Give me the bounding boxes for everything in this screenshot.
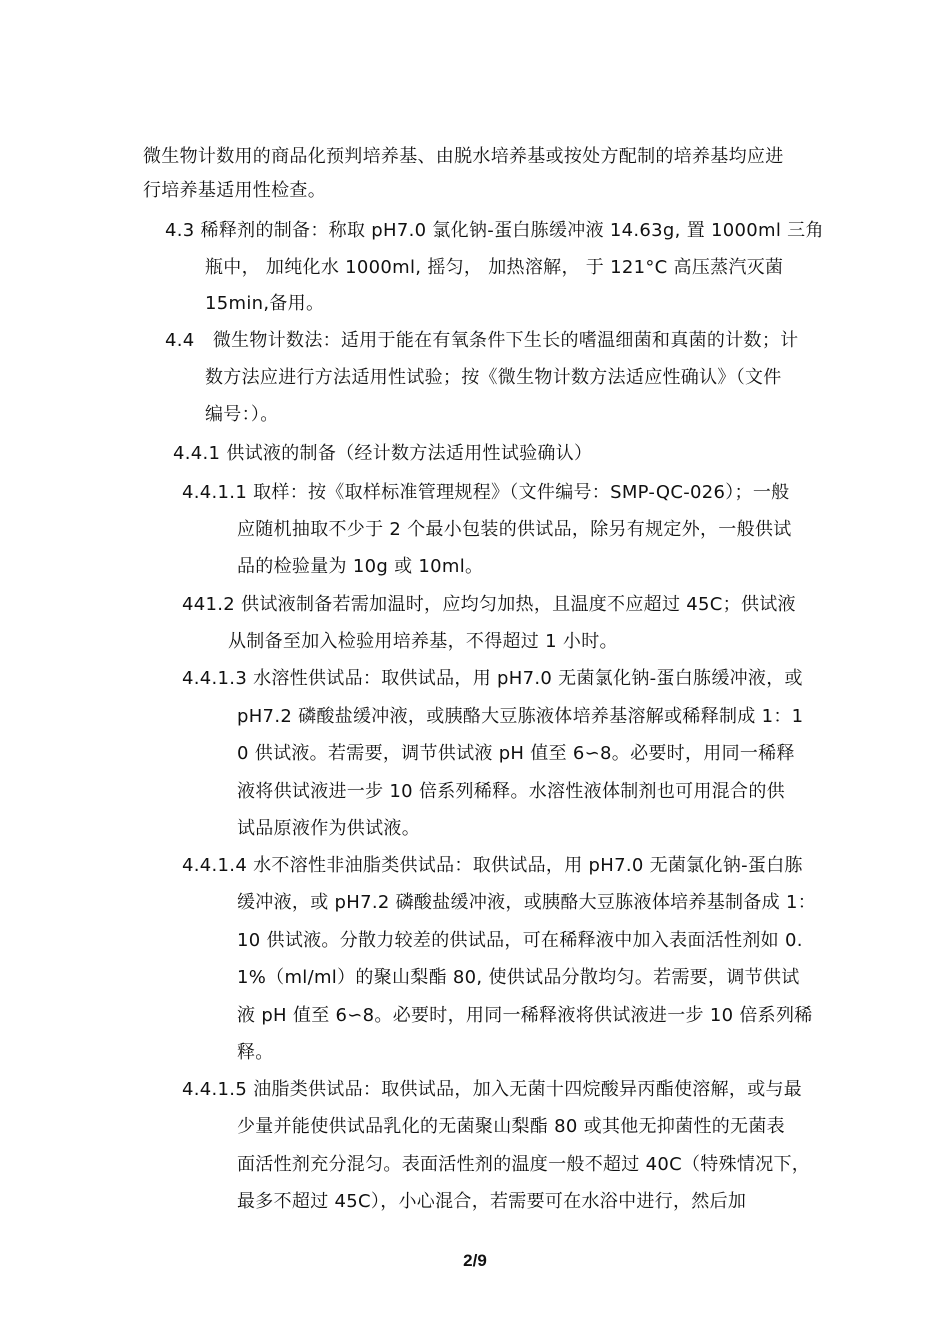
text-line: 少量并能使供试品乳化的无菌聚山梨酯 80 或其他无抑菌性的无菌表 [237, 1116, 785, 1137]
text-line: 最多不超过 45C），小心混合，若需要可在水浴中进行，然后加 [237, 1191, 747, 1212]
text-line: 微生物计数用的商品化预判培养基、由脱水培养基或按处方配制的培养基均应进 [143, 146, 784, 167]
section-4-3-heading: 4.3 稀释剂的制备：称取 pH7.0 氯化钠-蛋白胨缓冲液 14.63g, 置 1000ml 三角 [165, 220, 824, 241]
text-line: 瓶中， 加纯化水 1000ml, 摇匀， 加热溶解， 于 121°C 高压蒸汽灭菌 [205, 257, 784, 278]
text-line: 缓冲液，或 pH7.2 磷酸盐缓冲液，或胰酪大豆胨液体培养基制备成 1： [237, 892, 817, 913]
text-line: 从制备至加入检验用培养基，不得超过 1 小时。 [228, 631, 618, 652]
text-line: 液将供试液进一步 10 倍系列稀释。水溶性液体制剂也可用混合的供 [237, 781, 785, 802]
text-line: pH7.2 磷酸盐缓冲液，或胰酪大豆胨液体培养基溶解或稀释制成 1：1 [237, 706, 804, 727]
text-line: 10 供试液。分散力较差的供试品，可在稀释液中加入表面活性剂如 0. [237, 930, 803, 951]
section-4-4-1-3-heading: 4.4.1.3 水溶性供试品：取供试品，用 pH7.0 无菌氯化钠-蛋白胨缓冲液，或 [182, 668, 803, 689]
section-4-4-1-5-heading: 4.4.1.5 油脂类供试品：取供试品，加入无菌十四烷酸异丙酯使溶解，或与最 [182, 1079, 803, 1100]
page-number: 2/9 [463, 1251, 487, 1270]
text-line: 品的检验量为 10g 或 10ml。 [237, 556, 484, 577]
text-line: 1%（ml/ml）的聚山梨酯 80, 使供试品分散均匀。若需要，调节供试 [237, 967, 800, 988]
section-4-4-1-heading: 4.4.1 供试液的制备（经计数方法适用性试验确认） [173, 443, 593, 464]
text-line: 15min,备用。 [205, 293, 325, 314]
text-line: 应随机抽取不少于 2 个最小包装的供试品，除另有规定外，一般供试 [237, 519, 792, 540]
text-line: 面活性剂充分混匀。表面活性剂的温度一般不超过 40C（特殊情况下， [237, 1154, 811, 1175]
section-4-4-1-2-heading: 441.2 供试液制备若需加温时，应均匀加热，且温度不应超过 45C；供试液 [182, 594, 796, 615]
text-line: 0 供试液。若需要，调节供试液 pH 值至 6∽8。必要时，用同一稀释 [237, 743, 795, 764]
text-line: 液 pH 值至 6∽8。必要时，用同一稀释液将供试液进一步 10 倍系列稀 [237, 1005, 813, 1026]
text-line: 试品原液作为供试液。 [237, 818, 420, 839]
text-line: 行培养基适用性检查。 [143, 180, 326, 201]
section-4-4-1-4-heading: 4.4.1.4 水不溶性非油脂类供试品：取供试品，用 pH7.0 无菌氯化钠-蛋白胨 [182, 855, 803, 876]
text-line: 释。 [237, 1042, 274, 1063]
text-line: 编号：）。 [205, 404, 279, 425]
section-4-4-1-1-heading: 4.4.1.1 取样：按《取样标准管理规程》（文件编号：SMP-QC-026）；一般 [182, 482, 790, 503]
text-line: 数方法应进行方法适用性试验；按《微生物计数方法适应性确认》（文件 [205, 367, 782, 388]
section-4-4-heading: 4.4 微生物计数法：适用于能在有氧条件下生长的嗜温细菌和真菌的计数；计 [165, 330, 799, 351]
